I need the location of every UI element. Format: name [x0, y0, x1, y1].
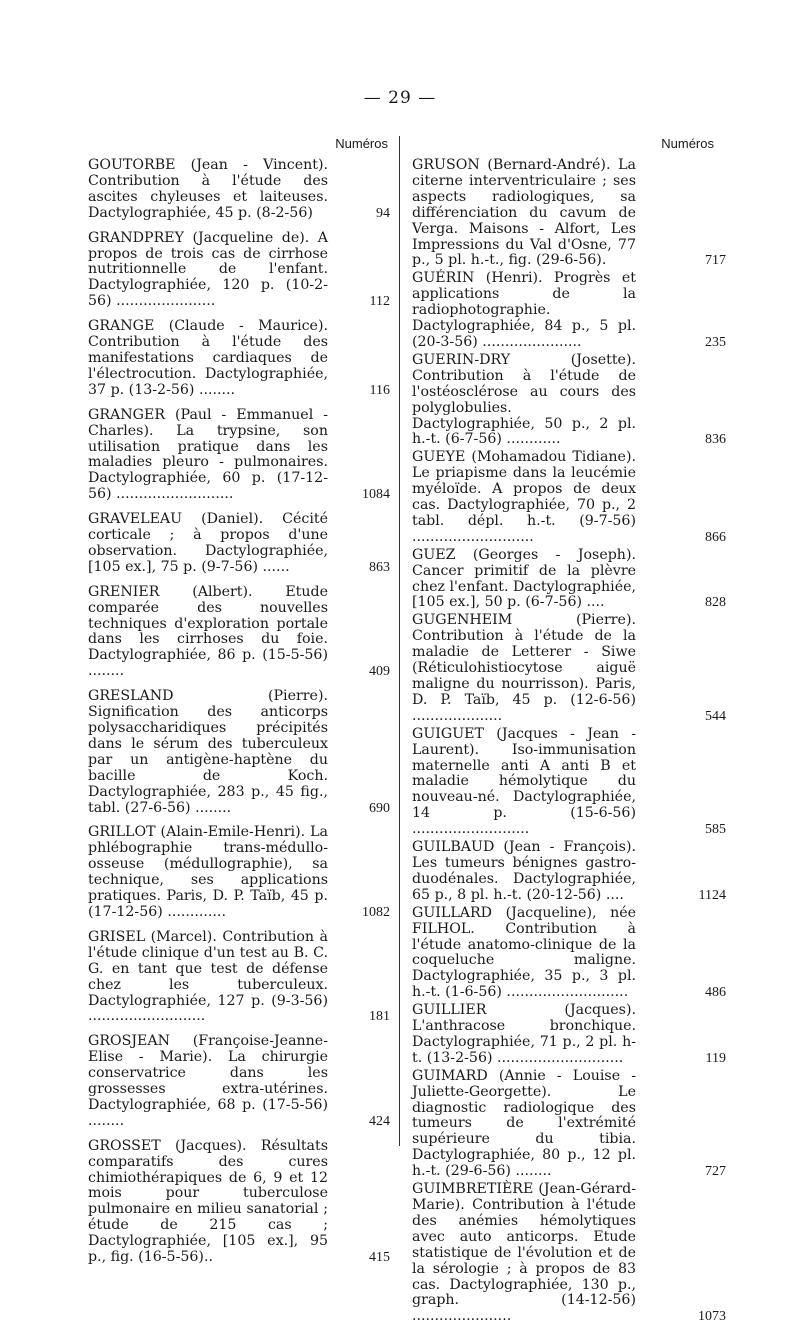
entry-text: GUIMBRETIÈRE (Jean-Gérard-Marie). Contribution à l'étude des anémies hémolytiques avec auto anticorps. Etude statistique de l'évolution et de la sérologie ; à propos de 83 cas. Dactylographiée, 130 p., graph. (14-12-56) ...................... [412, 1181, 636, 1325]
entry-text: GROSSET (Jacques). Résultats comparatifs des cures chimiothérapiques de 6, 9 et 12 mois pour tuberculose pulmonaire en milieu sanatorial ; étude de 215 cas ; Dactylographiée, [105 ex.], 95 p., fig. (16-5-56).. [88, 1137, 328, 1266]
entry-text: GRAVELEAU (Daniel). Cécité corticale ; à propos d'une observation. Dactylographiée, [105 ex.], 75 p. (9-7-56) ...... [88, 511, 328, 575]
right-entries [412, 157, 726, 1327]
thesis-entry [412, 1067, 726, 1180]
entry-text: GRILLOT (Alain-Emile-Henri). La phlébographie trans-médullo-osseuse (médullographie), sa technique, ses applications pratiques. Paris, D. P. Taïb, 45 p. (17-12-56) ............. [88, 824, 328, 920]
entry-number: 1084 [362, 487, 390, 503]
left-entries [88, 158, 390, 1275]
entry-text: GUEZ (Georges - Joseph). Cancer primitif de la plèvre chez l'enfant. Dactylographiée, [105 ex.], 50 p. (6-7-56) .... [412, 546, 636, 611]
entry-number: 828 [705, 595, 726, 611]
entry-text: GUERIN-DRY (Josette). Contribution à l'étude de l'ostéosclérose au cours des polyglobulies. Dactylographiée, 50 p., 2 pl. h.-t. (6-7-56) ............ [412, 351, 636, 448]
entry-number: 116 [369, 382, 390, 398]
column-divider [399, 136, 400, 1146]
entry-number: 1082 [362, 904, 390, 920]
entry-text: GUILLIER (Jacques). L'anthracose bronchique. Dactylographiée, 71 p., 2 pl. h-t. (13-2-56) ............................ [412, 1002, 636, 1066]
entry-number: 866 [705, 529, 726, 545]
entry-number: 717 [705, 253, 726, 269]
thesis-entry [88, 158, 390, 222]
thesis-entry [88, 825, 390, 920]
entry-text: GUILBAUD (Jean - François). Les tumeurs bénignes gastro-duodénales. Dactylographiée, 65 p., 8 pl. h.-t. (20-12-56) .... [412, 839, 636, 903]
entry-number: 415 [369, 1250, 390, 1266]
entry-number: 94 [376, 205, 390, 221]
entry-number: 836 [705, 432, 726, 448]
entry-text: GRUSON (Bernard-André). La citerne interventriculaire ; ses aspects radiologiques, sa différenciation du cavum de Verga. Maisons - Alfort, Les Impressions du Val d'Osne, 77 p., 5 pl. h.-t., fig. (29-6-56). [412, 157, 636, 269]
thesis-entry [88, 689, 390, 816]
thesis-entry [412, 839, 726, 904]
entry-number: 1073 [698, 1309, 726, 1325]
entry-number: 409 [369, 664, 390, 680]
column-header-right: Numéros [661, 136, 714, 151]
page-number: — 29 — [363, 88, 437, 108]
thesis-entry [412, 546, 726, 612]
entry-text: GROSJEAN (Françoise-Jeanne-Elise - Marie). La chirurgie conservatrice dans les grossesses extra-utérines. Dactylographiée, 68 p. (17-5-56) ........ [88, 1033, 328, 1129]
thesis-entry [412, 449, 726, 545]
thesis-entry [412, 612, 726, 724]
column-header-left: Numéros [335, 136, 388, 151]
entry-number: 690 [369, 800, 390, 816]
thesis-entry [412, 904, 726, 1001]
entry-number: 585 [705, 822, 726, 838]
thesis-entry [412, 1181, 726, 1325]
thesis-entry [412, 270, 726, 351]
thesis-entry [412, 157, 726, 269]
entry-text: GOUTORBE (Jean - Vincent). Contribution à l'étude des ascites chyleuses et laiteuses. Dactylographiée, 45 p. (8-2-56) [88, 157, 328, 221]
entry-number: 112 [369, 294, 390, 310]
entry-text: GUÉRIN (Henri). Progrès et applications de la radiophotographie. Dactylographiée, 84 p., 5 pl. (20-3-56) ...................... [412, 270, 636, 350]
entry-number: 544 [705, 708, 726, 724]
entry-text: GRESLAND (Pierre). Signification des anticorps polysaccharidiques précipités dans le sérum des tuberculeux par un antigène-haptène du bacille de Koch. Dactylographiée, 283 p., 45 fig., tabl. (27-6-56) ........ [88, 688, 328, 816]
thesis-entry [88, 512, 390, 576]
entry-text: GRANGER (Paul - Emmanuel - Charles). La trypsine, son utilisation pratique dans les maladies pleuro - pulmonaires. Dactylographiée, 60 p. (17-12-56) .......................... [88, 406, 328, 503]
entry-text: GUGENHEIM (Pierre). Contribution à l'étude de la maladie de Letterer - Siwe (Réticulohistiocytose aiguë maligne du nourrisson). Paris, D. P. Taïb, 45 p. (12-6-56) .................... [412, 612, 636, 724]
thesis-entry [88, 585, 390, 680]
entry-number: 486 [705, 985, 726, 1001]
thesis-entry [412, 1002, 726, 1067]
entry-text: GUIMARD (Annie - Louise - Juliette-Georgette). Le diagnostic radiologique des tumeurs de l'extrémité supérieure du tibia. Dactylographiée, 80 p., 12 pl. h.-t. (29-6-56) ........ [412, 1067, 636, 1180]
thesis-entry [412, 725, 726, 838]
entry-text: GUILLARD (Jacqueline), née FILHOL. Contribution à l'étude anatomo-clinique de la coqueluche maligne. Dactylographiée, 35 p., 3 pl. h.-t. (1-6-56) ........................... [412, 904, 636, 1001]
entry-number: 727 [705, 1164, 726, 1180]
entry-text: GRANGE (Claude - Maurice). Contribution à l'étude des manifestations cardiaques de l'électrocution. Dactylographiée, 37 p. (13-2-56) ........ [88, 318, 328, 398]
thesis-entry [412, 351, 726, 448]
thesis-entry [88, 408, 390, 503]
thesis-entry [88, 1034, 390, 1129]
thesis-entry [88, 930, 390, 1025]
entry-text: GUEYE (Mohamadou Tidiane). Le priapisme dans la leucémie myéloïde. A propos de deux cas. Dactylographiée, 70 p., 2 tabl. dépl. h.-t. (9-7-56) ........................... [412, 449, 636, 545]
entry-number: 181 [369, 1009, 390, 1025]
entry-number: 119 [705, 1050, 726, 1066]
thesis-entry [88, 319, 390, 399]
entry-number: 1124 [698, 887, 726, 903]
thesis-entry [88, 1139, 390, 1266]
entry-text: GUIGUET (Jacques - Jean - Laurent). Iso-immunisation maternelle anti A anti B et maladie hémolytique du nouveau-né. Dactylographiée, 14 p. (15-6-56) .......................... [412, 725, 636, 838]
entry-text: GRANDPREY (Jacqueline de). A propos de trois cas de cirrhose nutritionnelle de l'enfant. Dactylographiée, 120 p. (10-2-56) ...................... [88, 229, 328, 310]
thesis-entry [88, 231, 390, 311]
entry-number: 235 [705, 334, 726, 350]
entry-number: 863 [369, 559, 390, 575]
entry-text: GRISEL (Marcel). Contribution à l'étude clinique d'un test au B. C. G. en tant que test de défense chez les tuberculeux. Dactylographiée, 127 p. (9-3-56) .......................... [88, 928, 328, 1025]
entry-number: 424 [369, 1113, 390, 1129]
entry-text: GRENIER (Albert). Etude comparée des nouvelles techniques d'exploration portale dans les cirrhoses du foie. Dactylographiée, 86 p. (15-5-56) ........ [88, 583, 328, 680]
